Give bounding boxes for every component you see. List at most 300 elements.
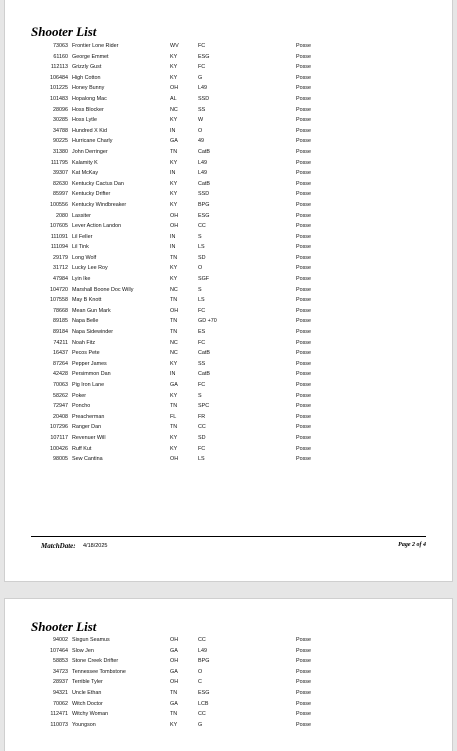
shooter-category: FC [198, 43, 206, 49]
shooter-id: 112113 [50, 64, 68, 71]
shooter-category: O [198, 265, 203, 272]
shooter-type: Posse [296, 424, 311, 431]
table-row [5, 636, 452, 647]
table-row [5, 349, 452, 360]
shooter-id: 58853 [53, 658, 68, 665]
shooter-state: KY [170, 180, 178, 187]
shooter-type: Posse [296, 244, 311, 251]
shooter-type: Posse [296, 85, 311, 92]
table-row [5, 137, 452, 148]
shooter-id: 89184 [53, 329, 68, 336]
shooter-category: O [198, 668, 203, 675]
table-row [5, 381, 452, 392]
shooter-state: KY [170, 360, 178, 367]
shooter-id: 101483 [50, 95, 68, 102]
shooter-id: 106484 [50, 74, 68, 81]
shooter-alias: Slow Jen [72, 647, 94, 654]
shooter-id: 111091 [50, 233, 68, 240]
shooter-category: FR [198, 413, 206, 420]
table-row [5, 455, 452, 466]
table-row [5, 668, 452, 679]
shooter-alias: Pig Iron Lane [72, 382, 105, 388]
table-row [5, 84, 452, 95]
matchdate-label: MatchDate: [41, 542, 76, 550]
shooter-category: CC [198, 637, 206, 643]
shooter-state: TN [170, 689, 178, 696]
shooter-category: SPC [198, 403, 210, 410]
shooter-type: Posse [296, 413, 311, 420]
shooter-alias: Uncle Ethan [72, 689, 102, 696]
shooter-category: FC [198, 307, 206, 314]
table-row [5, 317, 452, 328]
shooter-alias: Ranger Dan [72, 424, 102, 431]
table-row [5, 445, 452, 456]
shooter-state: FL [170, 413, 177, 420]
shooter-id: 107558 [50, 297, 68, 304]
table-row [5, 254, 452, 265]
table-row [5, 243, 452, 254]
table-row [5, 413, 452, 424]
shooter-type: Posse [296, 297, 311, 304]
shooter-id: 30285 [53, 117, 68, 124]
shooter-alias: Youngson [72, 721, 96, 728]
shooter-type: Posse [296, 721, 311, 728]
table-row [5, 423, 452, 434]
shooter-state: KY [170, 117, 178, 124]
shooter-state: KY [170, 276, 178, 283]
shooter-id: 28096 [53, 106, 68, 113]
shooter-alias: Kat McKay [72, 170, 99, 177]
shooter-state: IN [170, 233, 176, 240]
shooter-type: Posse [296, 403, 311, 410]
shooter-alias: Poncho [72, 403, 91, 410]
shooter-id: 111094 [50, 244, 68, 251]
table-row [5, 339, 452, 350]
shooter-state: KY [170, 191, 178, 198]
shooter-id: 29179 [53, 254, 68, 261]
shooter-id: 31712 [53, 265, 68, 272]
shooter-category: L49 [198, 647, 207, 654]
shooter-alias: Witchy Woman [72, 711, 109, 718]
shooter-type: Posse [296, 148, 311, 155]
shooter-category: SSD [198, 95, 210, 102]
shooter-state: OH [170, 637, 179, 643]
shooter-category: ESG [198, 53, 210, 60]
shooter-state: IN [170, 371, 176, 378]
shooter-type: Posse [296, 445, 311, 452]
shooter-id: 70062 [53, 700, 68, 707]
shooter-type: Posse [296, 350, 311, 357]
shooter-category: FC [198, 445, 206, 452]
shooter-id: 107464 [50, 647, 68, 654]
shooter-alias: Napa Sidewinder [72, 329, 114, 336]
shooter-id: 20408 [53, 413, 68, 420]
shooter-alias: Mean Gun Mark [72, 307, 111, 314]
shooter-type: Posse [296, 329, 311, 336]
shooter-id: 82630 [53, 180, 68, 187]
shooter-id: 100556 [50, 201, 68, 208]
shooter-type: Posse [296, 223, 311, 230]
table-row [5, 190, 452, 201]
table-row [5, 647, 452, 658]
shooter-category: W [198, 117, 204, 124]
shooter-state: GA [170, 668, 178, 675]
table-row [5, 233, 452, 244]
shooter-category: LS [198, 297, 205, 304]
table-row [5, 116, 452, 127]
shooter-state: TN [170, 318, 178, 325]
shooter-type: Posse [296, 318, 311, 325]
table-row [5, 159, 452, 170]
shooter-state: OH [170, 658, 179, 665]
shooter-type: Posse [296, 392, 311, 399]
shooter-state: OH [170, 679, 179, 686]
shooter-state: IN [170, 244, 176, 251]
shooter-type: Posse [296, 689, 311, 696]
shooter-id: 107117 [50, 434, 68, 441]
shooter-table [5, 42, 452, 466]
shooter-id: 98005 [53, 456, 68, 463]
matchdate-value: 4/18/2025 [83, 543, 108, 549]
shooter-id: 72947 [53, 403, 68, 410]
shooter-type: Posse [296, 180, 311, 187]
shooter-category: ES [198, 329, 206, 336]
shooter-state: OH [170, 223, 179, 230]
shooter-state: NC [170, 106, 178, 113]
shooter-state: GA [170, 138, 178, 145]
shooter-category: CC [198, 711, 206, 718]
shooter-type: Posse [296, 254, 311, 261]
shooter-alias: Poker [72, 392, 87, 399]
shooter-id: 104720 [50, 286, 68, 293]
shooter-type: Posse [296, 201, 311, 208]
shooter-type: Posse [296, 265, 311, 272]
shooter-state: WV [170, 43, 179, 49]
table-row [5, 53, 452, 64]
shooter-alias: Marshall Boone Doc Willy [72, 286, 134, 293]
shooter-alias: High Cotton [72, 74, 101, 81]
shooter-id: 74211 [53, 339, 68, 346]
shooter-alias: Kentucky Windbreaker [72, 201, 127, 208]
page-title: Shooter List [31, 24, 97, 39]
shooter-alias: Hoss Blocker [72, 106, 104, 113]
table-row [5, 721, 452, 732]
shooter-alias: Kalamity K [72, 159, 98, 166]
shooter-state: KY [170, 265, 178, 272]
shooter-alias: Kentucky Cactus Dan [72, 180, 124, 187]
shooter-state: IN [170, 127, 176, 134]
shooter-alias: Grizzly Gust [72, 64, 102, 71]
shooter-category: S [198, 286, 202, 293]
shooter-id: 110073 [50, 721, 68, 728]
shooter-state: GA [170, 700, 178, 707]
shooter-alias: Pecos Pete [72, 350, 100, 357]
shooter-type: Posse [296, 658, 311, 665]
shooter-state: OH [170, 456, 179, 463]
shooter-category: FC [198, 339, 206, 346]
shooter-category: ESG [198, 689, 210, 696]
shooter-alias: Tennessee Tombstone [72, 668, 126, 675]
table-row [5, 201, 452, 212]
shooter-category: BPG [198, 201, 210, 208]
shooter-state: OH [170, 85, 179, 92]
shooter-state: TN [170, 403, 178, 410]
shooter-category: SS [198, 106, 206, 113]
table-row [5, 700, 452, 711]
shooter-type: Posse [296, 339, 311, 346]
shooter-category: SGF [198, 276, 210, 283]
table-row [5, 222, 452, 233]
shooter-type: Posse [296, 637, 311, 643]
shooter-category: FC [198, 64, 206, 71]
shooter-type: Posse [296, 170, 311, 177]
shooter-type: Posse [296, 106, 311, 113]
table-row [5, 689, 452, 700]
shooter-alias: George Emmet [72, 53, 109, 60]
shooter-alias: Revenuer Will [72, 434, 106, 441]
page-number: Page 2 of 4 [398, 542, 426, 548]
shooter-state: KY [170, 64, 178, 71]
shooter-type: Posse [296, 307, 311, 314]
shooter-id: 28937 [53, 679, 68, 686]
report-page-1 [4, 0, 453, 582]
shooter-alias: Pepper James [72, 360, 107, 367]
shooter-id: 70063 [53, 382, 68, 388]
shooter-category: L49 [198, 159, 207, 166]
shooter-id: 94321 [53, 689, 68, 696]
shooter-id: 39307 [53, 170, 68, 177]
shooter-alias: Hundred X Kid [72, 127, 108, 134]
shooter-category: SD [198, 254, 206, 261]
shooter-id: 107605 [50, 223, 68, 230]
shooter-state: KY [170, 159, 178, 166]
table-row [5, 74, 452, 85]
shooter-id: 47984 [53, 276, 68, 283]
table-row [5, 95, 452, 106]
shooter-id: 34788 [53, 127, 68, 134]
table-row [5, 42, 452, 53]
shooter-state: TN [170, 424, 178, 431]
shooter-type: Posse [296, 647, 311, 654]
shooter-alias: Witch Doctor [72, 700, 103, 707]
shooter-alias: Hoss Lytle [72, 117, 97, 124]
table-row [5, 275, 452, 286]
shooter-category: L49 [198, 85, 207, 92]
shooter-type: Posse [296, 191, 311, 198]
shooter-category: BPG [198, 658, 210, 665]
shooter-id: 107296 [50, 424, 68, 431]
shooter-category: S [198, 392, 202, 399]
table-row [5, 402, 452, 413]
table-row [5, 148, 452, 159]
page-footer [31, 536, 426, 550]
shooter-type: Posse [296, 64, 311, 71]
shooter-category: C [198, 679, 202, 686]
shooter-id: 100426 [50, 445, 68, 452]
table-row [5, 657, 452, 668]
shooter-category: GD +70 [198, 318, 217, 325]
shooter-category: ESG [198, 212, 210, 219]
shooter-type: Posse [296, 276, 311, 283]
shooter-category: CC [198, 223, 206, 230]
shooter-category: CatB [198, 371, 210, 378]
table-row [5, 212, 452, 223]
table-row [5, 127, 452, 138]
shooter-id: 90225 [53, 138, 68, 145]
shooter-state: NC [170, 350, 178, 357]
shooter-alias: Napa Belle [72, 318, 99, 325]
table-row [5, 328, 452, 339]
shooter-table [5, 636, 452, 731]
table-row [5, 370, 452, 381]
shooter-state: KY [170, 445, 178, 452]
table-row [5, 392, 452, 403]
table-row [5, 307, 452, 318]
shooter-type: Posse [296, 360, 311, 367]
shooter-id: 94002 [53, 637, 68, 643]
shooter-id: 58262 [53, 392, 68, 399]
shooter-alias: Lassiter [72, 212, 91, 219]
table-row [5, 106, 452, 117]
shooter-type: Posse [296, 371, 311, 378]
shooter-category: LCB [198, 700, 209, 707]
shooter-alias: Noah Fitz [72, 339, 96, 346]
shooter-id: 87264 [53, 360, 68, 367]
shooter-id: 16437 [53, 350, 68, 357]
shooter-state: GA [170, 382, 178, 388]
shooter-type: Posse [296, 95, 311, 102]
shooter-category: SD [198, 434, 206, 441]
shooter-id: 85997 [53, 191, 68, 198]
shooter-category: LS [198, 456, 205, 463]
shooter-category: L49 [198, 170, 207, 177]
shooter-alias: Lil Tink [72, 244, 89, 251]
shooter-state: KY [170, 434, 178, 441]
shooter-category: G [198, 74, 203, 81]
shooter-type: Posse [296, 679, 311, 686]
page-title: Shooter List [31, 619, 97, 634]
shooter-category: CatB [198, 180, 210, 187]
shooter-category: LS [198, 244, 205, 251]
shooter-state: KY [170, 392, 178, 399]
table-row [5, 169, 452, 180]
shooter-alias: Sixgun Seamus [72, 637, 110, 643]
shooter-state: AL [170, 95, 177, 102]
shooter-type: Posse [296, 53, 311, 60]
shooter-type: Posse [296, 117, 311, 124]
shooter-category: O [198, 127, 203, 134]
shooter-type: Posse [296, 159, 311, 166]
shooter-category: SSD [198, 191, 210, 198]
shooter-alias: John Derringer [72, 148, 108, 155]
shooter-alias: Frontier Lone Rider [72, 43, 119, 49]
shooter-alias: Lyin Ike [72, 276, 91, 283]
shooter-state: KY [170, 53, 178, 60]
shooter-alias: Sew Cantina [72, 456, 103, 463]
shooter-type: Posse [296, 700, 311, 707]
shooter-alias: Hopalong Mac [72, 95, 107, 102]
shooter-type: Posse [296, 212, 311, 219]
shooter-type: Posse [296, 233, 311, 240]
shooter-id: 78668 [53, 307, 68, 314]
shooter-type: Posse [296, 286, 311, 293]
shooter-id: 61160 [53, 53, 68, 60]
table-row [5, 296, 452, 307]
table-row [5, 180, 452, 191]
shooter-alias: May B Knott [72, 297, 102, 304]
table-row [5, 360, 452, 371]
shooter-id: 31380 [53, 148, 68, 155]
table-row [5, 264, 452, 275]
shooter-type: Posse [296, 668, 311, 675]
shooter-alias: Lucky Lee Roy [72, 265, 108, 272]
shooter-state: GA [170, 647, 178, 654]
shooter-alias: Lil Feller [72, 233, 93, 240]
shooter-category: SS [198, 360, 206, 367]
shooter-alias: Persimmon Dan [72, 371, 111, 378]
shooter-type: Posse [296, 434, 311, 441]
shooter-state: KY [170, 74, 178, 81]
shooter-alias: Preacherman [72, 413, 105, 420]
shooter-type: Posse [296, 456, 311, 463]
shooter-category: CatB [198, 350, 210, 357]
shooter-alias: Kentucky Drifter [72, 191, 111, 198]
shooter-state: KY [170, 201, 178, 208]
shooter-state: IN [170, 170, 176, 177]
shooter-id: 101225 [50, 85, 68, 92]
shooter-alias: Ruff Kut [72, 445, 92, 452]
shooter-type: Posse [296, 138, 311, 145]
shooter-id: 42428 [53, 371, 68, 378]
shooter-category: CatB [198, 148, 210, 155]
shooter-alias: Long Wolf [72, 254, 97, 261]
shooter-state: KY [170, 721, 178, 728]
shooter-state: TN [170, 148, 178, 155]
shooter-id: 2080 [56, 212, 68, 219]
shooter-id: 34723 [53, 668, 68, 675]
shooter-alias: Lever Action Landon [72, 223, 122, 230]
shooter-state: TN [170, 711, 178, 718]
shooter-id: 111795 [50, 159, 68, 166]
shooter-category: FC [198, 382, 206, 388]
shooter-state: NC [170, 286, 178, 293]
table-row [5, 63, 452, 74]
shooter-state: OH [170, 307, 179, 314]
table-row [5, 286, 452, 297]
shooter-type: Posse [296, 74, 311, 81]
shooter-type: Posse [296, 127, 311, 134]
shooter-alias: Stone Creek Drifter [72, 658, 119, 665]
table-row [5, 434, 452, 445]
shooter-id: 73063 [53, 43, 68, 49]
shooter-state: OH [170, 212, 179, 219]
shooter-state: NC [170, 339, 178, 346]
shooter-alias: Hurricane Charly [72, 138, 113, 145]
shooter-id: 112471 [50, 711, 68, 718]
shooter-type: Posse [296, 43, 311, 49]
shooter-state: TN [170, 329, 178, 336]
table-row [5, 678, 452, 689]
shooter-category: CC [198, 424, 206, 431]
shooter-category: 49 [198, 138, 204, 145]
shooter-category: G [198, 721, 203, 728]
table-row [5, 710, 452, 721]
shooter-state: TN [170, 254, 178, 261]
shooter-alias: Terrible Tyler [72, 679, 103, 686]
report-page-2 [4, 598, 453, 751]
shooter-id: 89185 [53, 318, 68, 325]
shooter-alias: Honey Bunny [72, 85, 105, 92]
